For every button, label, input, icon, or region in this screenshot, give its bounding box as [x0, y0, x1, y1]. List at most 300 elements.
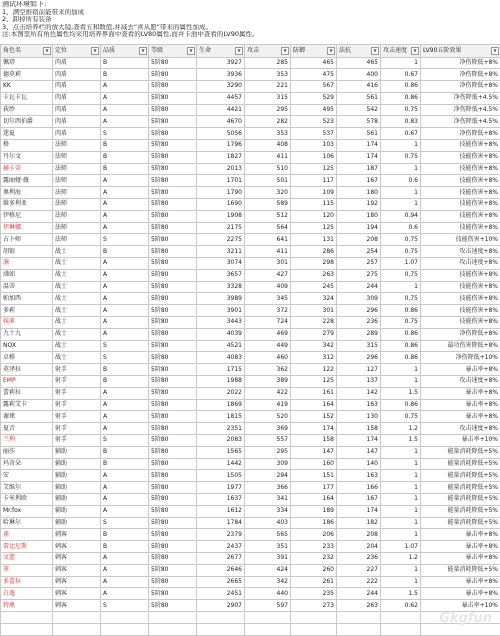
cell-name[interactable]: 佩塔 [1, 57, 53, 69]
filter-dropdown-icon[interactable]: ▼ [139, 47, 147, 55]
cell-grade[interactable]: S [101, 352, 149, 364]
cell-mag[interactable]: 174 [337, 151, 381, 163]
cell-mag[interactable]: 142 [337, 387, 381, 399]
cell-hp[interactable]: 3328 [197, 281, 245, 293]
cell-atk[interactable]: 295 [245, 104, 291, 116]
cell-atk[interactable]: 221 [245, 81, 291, 93]
cell-atk[interactable]: 427 [245, 269, 291, 281]
filter-dropdown-icon[interactable]: ▼ [371, 47, 379, 55]
cell-lv90[interactable]: 暴击率+8% [421, 588, 500, 600]
cell-lv90[interactable]: 净伤降低+10% [421, 352, 500, 364]
cell-hp[interactable]: 1690 [197, 199, 245, 211]
cell-name[interactable]: 德莫莉 [1, 69, 53, 81]
cell-lv90[interactable]: 技能伤害+8% [421, 293, 500, 305]
cell-mag[interactable]: 578 [337, 116, 381, 128]
cell-role[interactable]: 战士 [53, 317, 101, 329]
cell-lv90[interactable]: 最功伤害降低+8% [421, 340, 500, 352]
cell-lv90[interactable]: 暴击率+8% [421, 541, 500, 553]
cell-role[interactable]: 射手 [53, 423, 101, 435]
cell-name[interactable]: 占卜师 [1, 234, 53, 246]
cell-def[interactable]: 164 [291, 399, 337, 411]
cell-grade[interactable]: B [101, 140, 149, 152]
cell-lv90[interactable]: 技能伤害+8% [421, 199, 500, 211]
cell-role[interactable]: 射手 [53, 435, 101, 447]
cell-name[interactable]: 伊琳娜 [1, 222, 53, 234]
cell-spd[interactable]: 1 [381, 140, 421, 152]
column-header-spd[interactable] [381, 45, 421, 58]
cell-name[interactable]: 特奥 [1, 600, 53, 612]
cell-spd[interactable]: 0.75 [381, 151, 421, 163]
cell-hp[interactable]: 3074 [197, 258, 245, 270]
cell-grade[interactable]: B [101, 529, 149, 541]
cell-name[interactable]: 凛 [1, 258, 53, 270]
cell-lv90[interactable]: 能量消耗降低+5% [421, 482, 500, 494]
cell-role[interactable]: 战士 [53, 258, 101, 270]
cell-mag[interactable]: 130 [337, 411, 381, 423]
cell-role[interactable]: 肉盾 [53, 81, 101, 93]
cell-spd[interactable]: 0.75 [381, 411, 421, 423]
cell-level[interactable]: 5阶80 [149, 541, 197, 553]
cell-hp[interactable]: 2013 [197, 163, 245, 175]
cell-grade[interactable]: A [101, 81, 149, 93]
cell-name[interactable]: 艾维尔 [1, 482, 53, 494]
cell-hp[interactable]: 2275 [197, 234, 245, 246]
cell-hp[interactable]: 3443 [197, 317, 245, 329]
cell-level[interactable]: 5阶80 [149, 576, 197, 588]
cell-atk[interactable]: 557 [245, 435, 291, 447]
cell-mag[interactable]: 127 [337, 364, 381, 376]
cell-hp[interactable]: 4521 [197, 340, 245, 352]
cell-mag[interactable]: 254 [337, 246, 381, 258]
cell-spd[interactable]: 1 [381, 187, 421, 199]
cell-hp[interactable]: 1701 [197, 175, 245, 187]
cell-grade[interactable]: B [101, 376, 149, 388]
cell-lv90[interactable]: 暴击率+10% [421, 435, 500, 447]
cell-mag[interactable]: 208 [337, 529, 381, 541]
cell-role[interactable]: 辅助 [53, 446, 101, 458]
cell-name[interactable]: 温蒂 [1, 281, 53, 293]
column-header-def[interactable] [291, 45, 337, 58]
cell-hp[interactable]: 4421 [197, 104, 245, 116]
cell-atk[interactable]: 424 [245, 564, 291, 576]
cell-spd[interactable]: 1 [381, 458, 421, 470]
cell-name[interactable]: 雀 [1, 529, 53, 541]
empty-cell[interactable] [1, 611, 53, 623]
cell-lv90[interactable]: 技能伤害+8% [421, 317, 500, 329]
cell-atk[interactable]: 345 [245, 293, 291, 305]
cell-def[interactable]: 342 [291, 340, 337, 352]
cell-spd[interactable]: 0.75 [381, 317, 421, 329]
cell-lv90[interactable]: 能量消耗降低+5% [421, 470, 500, 482]
cell-level[interactable]: 5阶80 [149, 281, 197, 293]
cell-role[interactable]: 法师 [53, 175, 101, 187]
column-header-mag[interactable] [337, 45, 381, 58]
cell-role[interactable]: 肉盾 [53, 116, 101, 128]
cell-lv90[interactable]: 净伤降低+8% [421, 128, 500, 140]
empty-cell[interactable] [101, 623, 149, 635]
cell-name[interactable]: EMP [1, 376, 53, 388]
cell-level[interactable]: 5阶80 [149, 269, 197, 281]
empty-cell[interactable] [245, 623, 291, 635]
cell-role[interactable]: 辅助 [53, 482, 101, 494]
cell-def[interactable]: 125 [291, 376, 337, 388]
cell-name[interactable]: 多蕾拉 [1, 576, 53, 588]
cell-role[interactable]: 肉盾 [53, 92, 101, 104]
cell-lv90[interactable]: 攻击速度+8% [421, 246, 500, 258]
cell-mag[interactable]: 204 [337, 541, 381, 553]
cell-spd[interactable]: 0.6 [381, 222, 421, 234]
cell-hp[interactable]: 3290 [197, 81, 245, 93]
cell-role[interactable]: 刺客 [53, 552, 101, 564]
cell-hp[interactable]: 1796 [197, 140, 245, 152]
filter-dropdown-icon[interactable]: ▼ [91, 47, 99, 55]
cell-level[interactable]: 5阶80 [149, 81, 197, 93]
cell-hp[interactable]: 1505 [197, 470, 245, 482]
cell-name[interactable]: 赫卡蒂 [1, 163, 53, 175]
empty-cell[interactable] [101, 611, 149, 623]
cell-atk[interactable]: 320 [245, 187, 291, 199]
column-header-name[interactable] [1, 45, 53, 58]
cell-level[interactable]: 5阶80 [149, 175, 197, 187]
cell-mag[interactable]: 561 [337, 128, 381, 140]
cell-spd[interactable]: 0.62 [381, 600, 421, 612]
cell-name[interactable]: 維多利亚 [1, 199, 53, 211]
cell-name[interactable]: 荻纱 [1, 104, 53, 116]
cell-lv90[interactable]: 技能伤害+8% [421, 305, 500, 317]
cell-name[interactable]: 罩 [1, 564, 53, 576]
cell-grade[interactable]: A [101, 269, 149, 281]
cell-level[interactable]: 5阶80 [149, 234, 197, 246]
cell-lv90[interactable]: 技能伤害+8% [421, 281, 500, 293]
cell-lv90[interactable]: 能量消耗降低+5% [421, 446, 500, 458]
cell-grade[interactable]: A [101, 423, 149, 435]
cell-name[interactable]: 切尔西伯爵 [1, 116, 53, 128]
cell-hp[interactable]: 1827 [197, 151, 245, 163]
cell-def[interactable]: 120 [291, 210, 337, 222]
cell-def[interactable]: 131 [291, 234, 337, 246]
cell-spd[interactable]: 1 [381, 505, 421, 517]
cell-atk[interactable]: 351 [245, 541, 291, 553]
cell-grade[interactable]: A [101, 92, 149, 104]
cell-grade[interactable]: S [101, 128, 149, 140]
cell-level[interactable]: 5阶80 [149, 470, 197, 482]
cell-lv90[interactable]: 攻击速度+8% [421, 258, 500, 270]
cell-hp[interactable]: 2646 [197, 564, 245, 576]
filter-dropdown-icon[interactable]: ▼ [187, 47, 195, 55]
cell-grade[interactable]: B [101, 246, 149, 258]
cell-grade[interactable]: B [101, 541, 149, 553]
cell-mag[interactable]: 163 [337, 399, 381, 411]
cell-level[interactable]: 5阶80 [149, 187, 197, 199]
column-header-lv90[interactable] [421, 45, 500, 58]
cell-level[interactable]: 5阶80 [149, 163, 197, 175]
cell-spd[interactable]: 0.75 [381, 246, 421, 258]
cell-def[interactable]: 158 [291, 435, 337, 447]
cell-grade[interactable]: A [101, 470, 149, 482]
cell-def[interactable]: 567 [291, 81, 337, 93]
cell-lv90[interactable]: 能量消耗降低+5% [421, 517, 500, 529]
cell-lv90[interactable]: 暴击率+10% [421, 600, 500, 612]
cell-mag[interactable]: 187 [337, 163, 381, 175]
empty-cell[interactable] [381, 611, 421, 623]
cell-spd[interactable]: 1.2 [381, 423, 421, 435]
cell-atk[interactable]: 460 [245, 352, 291, 364]
cell-lv90[interactable]: 技能伤害+10% [421, 234, 500, 246]
cell-def[interactable]: 465 [291, 57, 337, 69]
cell-level[interactable]: 5阶80 [149, 328, 197, 340]
cell-name[interactable]: 露丽娅·薇 [1, 175, 53, 187]
cell-lv90[interactable]: 暴击率+8% [421, 576, 500, 588]
cell-spd[interactable]: 0.75 [381, 234, 421, 246]
cell-atk[interactable]: 403 [245, 517, 291, 529]
cell-spd[interactable]: 0.75 [381, 269, 421, 281]
cell-mag[interactable]: 137 [337, 376, 381, 388]
cell-lv90[interactable]: 能量消耗降低+5% [421, 505, 500, 517]
cell-atk[interactable]: 411 [245, 246, 291, 258]
cell-level[interactable]: 5阶80 [149, 600, 197, 612]
cell-spd[interactable]: 0.86 [381, 340, 421, 352]
cell-def[interactable]: 109 [291, 187, 337, 199]
cell-hp[interactable]: 2907 [197, 600, 245, 612]
cell-grade[interactable]: S [101, 600, 149, 612]
cell-atk[interactable]: 309 [245, 458, 291, 470]
cell-name[interactable]: 伊格尼 [1, 210, 53, 222]
cell-role[interactable]: 法师 [53, 199, 101, 211]
cell-name[interactable]: KK [1, 81, 53, 93]
cell-def[interactable]: 312 [291, 352, 337, 364]
cell-atk[interactable]: 295 [245, 446, 291, 458]
column-header-level[interactable] [149, 45, 197, 58]
cell-spd[interactable]: 1 [381, 529, 421, 541]
cell-def[interactable]: 263 [291, 269, 337, 281]
cell-hp[interactable]: 1977 [197, 482, 245, 494]
cell-spd[interactable]: 0.86 [381, 399, 421, 411]
cell-def[interactable]: 164 [291, 493, 337, 505]
cell-grade[interactable]: A [101, 411, 149, 423]
cell-def[interactable]: 177 [291, 482, 337, 494]
cell-spd[interactable]: 1 [381, 376, 421, 388]
cell-role[interactable]: 刺客 [53, 529, 101, 541]
empty-cell[interactable] [53, 611, 101, 623]
cell-atk[interactable]: 510 [245, 163, 291, 175]
cell-grade[interactable]: A [101, 576, 149, 588]
cell-mag[interactable]: 236 [337, 317, 381, 329]
cell-mag[interactable]: 542 [337, 104, 381, 116]
cell-grade[interactable]: A [101, 305, 149, 317]
cell-mag[interactable]: 275 [337, 269, 381, 281]
cell-atk[interactable]: 411 [245, 151, 291, 163]
cell-hp[interactable]: 1637 [197, 493, 245, 505]
cell-mag[interactable]: 296 [337, 305, 381, 317]
cell-mag[interactable]: 208 [337, 234, 381, 246]
cell-mag[interactable]: 289 [337, 328, 381, 340]
cell-lv90[interactable]: 暴击率+8% [421, 411, 500, 423]
cell-lv90[interactable]: 暴击率+8% [421, 387, 500, 399]
cell-spd[interactable]: 0.67 [381, 69, 421, 81]
cell-hp[interactable]: 1869 [197, 399, 245, 411]
cell-name[interactable]: 蕾莉拉 [1, 387, 53, 399]
cell-atk[interactable]: 565 [245, 529, 291, 541]
cell-level[interactable]: 5阶80 [149, 104, 197, 116]
cell-name[interactable]: 文慈 [1, 552, 53, 564]
cell-def[interactable]: 301 [291, 305, 337, 317]
cell-hp[interactable]: 4039 [197, 328, 245, 340]
cell-def[interactable]: 537 [291, 128, 337, 140]
cell-spd[interactable]: 1 [381, 364, 421, 376]
cell-mag[interactable]: 416 [337, 81, 381, 93]
cell-def[interactable]: 233 [291, 541, 337, 553]
cell-def[interactable]: 147 [291, 446, 337, 458]
cell-level[interactable]: 5阶80 [149, 340, 197, 352]
cell-name[interactable]: 丽莎 [1, 446, 53, 458]
cell-level[interactable]: 5阶80 [149, 210, 197, 222]
cell-spd[interactable]: 1.5 [381, 387, 421, 399]
empty-cell[interactable] [149, 611, 197, 623]
cell-mag[interactable]: 465 [337, 57, 381, 69]
cell-level[interactable]: 5阶80 [149, 246, 197, 258]
cell-lv90[interactable]: 技能伤害+8% [421, 269, 500, 281]
cell-name[interactable]: 胡银 [1, 246, 53, 258]
cell-hp[interactable]: 2677 [197, 552, 245, 564]
cell-atk[interactable]: 372 [245, 305, 291, 317]
cell-mag[interactable]: 167 [337, 493, 381, 505]
cell-def[interactable]: 152 [291, 411, 337, 423]
cell-role[interactable]: 射手 [53, 411, 101, 423]
cell-lv90[interactable]: 技能伤害+8% [421, 187, 500, 199]
cell-mag[interactable]: 222 [337, 576, 381, 588]
cell-hp[interactable]: 1790 [197, 187, 245, 199]
cell-def[interactable]: 273 [291, 600, 337, 612]
cell-role[interactable]: 刺客 [53, 588, 101, 600]
cell-def[interactable]: 189 [291, 505, 337, 517]
cell-lv90[interactable]: 净伤降低+4.5% [421, 116, 500, 128]
cell-mag[interactable]: 158 [337, 423, 381, 435]
cell-hp[interactable]: 4083 [197, 352, 245, 364]
cell-lv90[interactable]: 暴击率+8% [421, 364, 500, 376]
cell-spd[interactable]: 1.5 [381, 435, 421, 447]
cell-name[interactable]: 多莉 [1, 305, 53, 317]
cell-atk[interactable]: 369 [245, 423, 291, 435]
cell-mag[interactable]: 192 [337, 199, 381, 211]
cell-lv90[interactable]: 攻击速度+8% [421, 376, 500, 388]
empty-cell[interactable] [197, 611, 245, 623]
cell-mag[interactable]: 147 [337, 446, 381, 458]
cell-mag[interactable]: 400 [337, 69, 381, 81]
cell-role[interactable]: 肉盾 [53, 128, 101, 140]
cell-def[interactable]: 106 [291, 151, 337, 163]
cell-mag[interactable]: 180 [337, 187, 381, 199]
cell-grade[interactable]: A [101, 293, 149, 305]
cell-lv90[interactable]: 技能伤害+8% [421, 140, 500, 152]
cell-hp[interactable]: 2665 [197, 576, 245, 588]
cell-grade[interactable]: A [101, 116, 149, 128]
cell-name[interactable]: 丹尔文 [1, 151, 53, 163]
cell-level[interactable]: 5阶80 [149, 151, 197, 163]
cell-atk[interactable]: 362 [245, 364, 291, 376]
cell-level[interactable]: 5阶80 [149, 564, 197, 576]
filter-dropdown-icon[interactable]: ▼ [411, 47, 419, 55]
cell-spd[interactable]: 1 [381, 446, 421, 458]
cell-hp[interactable]: 1442 [197, 458, 245, 470]
filter-dropdown-icon[interactable]: ▼ [43, 47, 51, 55]
cell-level[interactable]: 5阶80 [149, 387, 197, 399]
cell-name[interactable]: 哈琳尔 [1, 517, 53, 529]
cell-mag[interactable]: 167 [337, 175, 381, 187]
cell-lv90[interactable]: 净伤降低+8% [421, 69, 500, 81]
cell-role[interactable]: 射手 [53, 387, 101, 399]
cell-mag[interactable]: 174 [337, 140, 381, 152]
cell-grade[interactable]: A [101, 104, 149, 116]
cell-def[interactable]: 235 [291, 588, 337, 600]
cell-def[interactable]: 529 [291, 92, 337, 104]
cell-def[interactable]: 495 [291, 104, 337, 116]
cell-level[interactable]: 5阶80 [149, 458, 197, 470]
cell-lv90[interactable]: 技能伤害+8% [421, 151, 500, 163]
cell-hp[interactable]: 4670 [197, 116, 245, 128]
cell-lv90[interactable]: 技能伤害+8% [421, 210, 500, 222]
cell-name[interactable]: Mr.fox [1, 505, 53, 517]
cell-def[interactable]: 103 [291, 140, 337, 152]
cell-spd[interactable]: 0.86 [381, 305, 421, 317]
empty-cell[interactable] [381, 623, 421, 635]
cell-spd[interactable]: 0.83 [381, 116, 421, 128]
cell-atk[interactable]: 353 [245, 69, 291, 81]
cell-atk[interactable]: 408 [245, 140, 291, 152]
cell-role[interactable]: 射手 [53, 399, 101, 411]
cell-atk[interactable]: 641 [245, 234, 291, 246]
cell-grade[interactable]: A [101, 210, 149, 222]
cell-hp[interactable]: 2351 [197, 423, 245, 435]
cell-atk[interactable]: 353 [245, 128, 291, 140]
cell-def[interactable]: 228 [291, 317, 337, 329]
empty-cell[interactable] [245, 611, 291, 623]
cell-spd[interactable]: 0.86 [381, 81, 421, 93]
cell-name[interactable]: 格 [1, 140, 53, 152]
cell-level[interactable]: 5阶80 [149, 435, 197, 447]
empty-cell[interactable] [337, 611, 381, 623]
cell-lv90[interactable]: 净伤降低+8% [421, 57, 500, 69]
cell-grade[interactable]: B [101, 446, 149, 458]
cell-level[interactable]: 5阶80 [149, 529, 197, 541]
cell-level[interactable]: 5阶80 [149, 482, 197, 494]
cell-name[interactable]: 兰利 [1, 435, 53, 447]
filter-dropdown-icon[interactable]: ▼ [235, 47, 243, 55]
cell-spd[interactable]: 0.67 [381, 128, 421, 140]
cell-grade[interactable]: A [101, 328, 149, 340]
cell-name[interactable]: 白逸 [1, 588, 53, 600]
cell-grade[interactable]: A [101, 175, 149, 187]
cell-hp[interactable]: 3211 [197, 246, 245, 258]
cell-atk[interactable]: 391 [245, 552, 291, 564]
cell-atk[interactable]: 342 [245, 576, 291, 588]
cell-level[interactable]: 5阶80 [149, 258, 197, 270]
cell-mag[interactable]: 309 [337, 293, 381, 305]
cell-lv90[interactable]: 能量消耗降低+5% [421, 458, 500, 470]
cell-atk[interactable]: 469 [245, 328, 291, 340]
column-header-hp[interactable] [197, 45, 245, 58]
cell-role[interactable]: 战士 [53, 340, 101, 352]
cell-atk[interactable]: 366 [245, 482, 291, 494]
cell-level[interactable]: 5阶80 [149, 364, 197, 376]
cell-level[interactable]: 5阶80 [149, 116, 197, 128]
cell-name[interactable]: 九十九 [1, 328, 53, 340]
cell-mag[interactable]: 166 [337, 482, 381, 494]
cell-lv90[interactable]: 能量消耗降低+5% [421, 564, 500, 576]
cell-def[interactable]: 125 [291, 222, 337, 234]
cell-def[interactable]: 186 [291, 517, 337, 529]
cell-spd[interactable]: 1.07 [381, 541, 421, 553]
empty-cell[interactable] [291, 611, 337, 623]
